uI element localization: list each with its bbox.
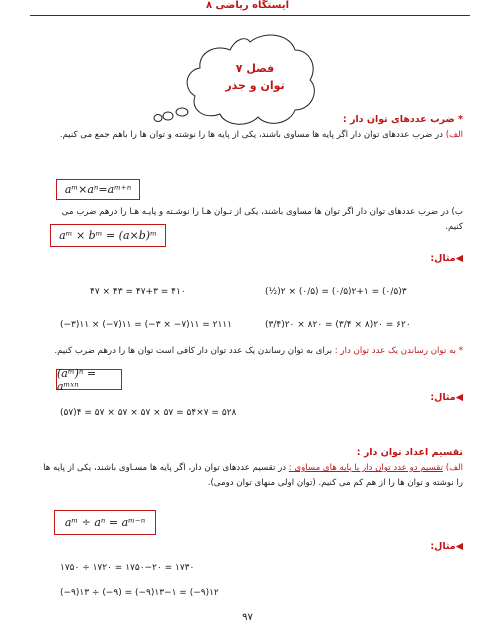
division-alef-title: تقسیم دو عدد توان دار با پایه های مساوی : xyxy=(288,463,443,473)
example-2-right: (۳/۴)۲۰ × ۸۲۰ = (۳/۴ × ۸)۲۰ = ۶۲۰ xyxy=(265,320,411,330)
page-header: ایستگاه ریاضی ۸ xyxy=(205,0,290,11)
division-alef-label: الف) xyxy=(445,463,463,473)
formula-box-3: (aᵐ)ⁿ = aᵐˣⁿ xyxy=(56,369,122,390)
division-rule xyxy=(43,461,463,491)
example-1-right: (½)۲ × (۰/۵) = (۰/۵)۲+۱ = (۰/۵)۳ xyxy=(265,287,407,297)
rule-alef-label: الف) xyxy=(445,130,463,140)
page-number: ۹۷ xyxy=(242,612,253,623)
formula-box-2: aᵐ × bᵐ = (a×b)ᵐ xyxy=(50,224,166,247)
chapter-number: فصل ۷ xyxy=(235,62,275,75)
example-1-left: ۴۷ × ۴۳ = ۴۷+۳ = ۴۱۰ xyxy=(90,287,186,297)
division-heading: تقسیم اعداد توان دار : xyxy=(356,447,463,458)
example-2-left: (−۳)۱۱ × (−۷)۱۱ = (−۳ × −۷)۱۱ = ۲۱۱۱ xyxy=(60,320,232,330)
example-3: (۵۷)۴ = ۵۷ × ۵۷ × ۵۷ × ۵۷ = ۵۴×۷ = ۵۲۸ xyxy=(60,408,237,418)
example-label-3: ◀مثال: xyxy=(430,541,463,552)
rule-be-label: ب) xyxy=(451,207,463,217)
formula-box-4: aᵐ ÷ aⁿ = aᵐ⁻ⁿ xyxy=(54,510,156,535)
chapter-title xyxy=(210,60,300,94)
example-4: ۱۷۵۰ ÷ ۱۷۲۰ = ۱۷۵۰−۲۰ = ۱۷۳۰ xyxy=(60,563,195,573)
rule-alef xyxy=(43,128,463,143)
power-rule xyxy=(43,344,463,359)
header-divider xyxy=(30,15,470,16)
chapter-topic: توان و جذر xyxy=(225,79,285,92)
power-heading: * به توان رساندن یک عدد توان دار : xyxy=(334,346,463,356)
formula-box-1: aᵐ×aⁿ=aᵐ⁺ⁿ xyxy=(56,179,140,200)
division-alef-text: در تقسیم عددهای توان دار، اگر پایه ها مسـاوی باشند، یکی از پایه ها را نوشته و توان ها را از هم کم می کنیم. (توان اولی منهای توان دومی). xyxy=(43,463,463,488)
example-label-1: ◀مثال: xyxy=(430,253,463,264)
power-text: برای به توان رساندن یک عدد توان دار کافی است توان ها را درهم ضرب کنیم. xyxy=(54,346,333,356)
rule-be-text: در ضرب عددهای توان دار اگر توان ها مساوی باشند، یکی از تـوان هـا را نوشـته و پایـه هـا را درهم ضرب می کنیم. xyxy=(61,207,463,232)
rule-alef-text: در ضرب عددهای توان دار اگر پایه ها مساوی باشند، یکی از پایه ها را نوشته و توان ها را باهم جمع می کنیم. xyxy=(59,130,443,140)
example-label-2: ◀مثال: xyxy=(430,392,463,403)
example-5: (−۹)۱۳ ÷ (−۹) = (−۹)۱۳−۱ = (−۹)۱۲ xyxy=(60,588,219,598)
multiply-heading: * ضرب عددهای توان دار : xyxy=(342,114,463,125)
